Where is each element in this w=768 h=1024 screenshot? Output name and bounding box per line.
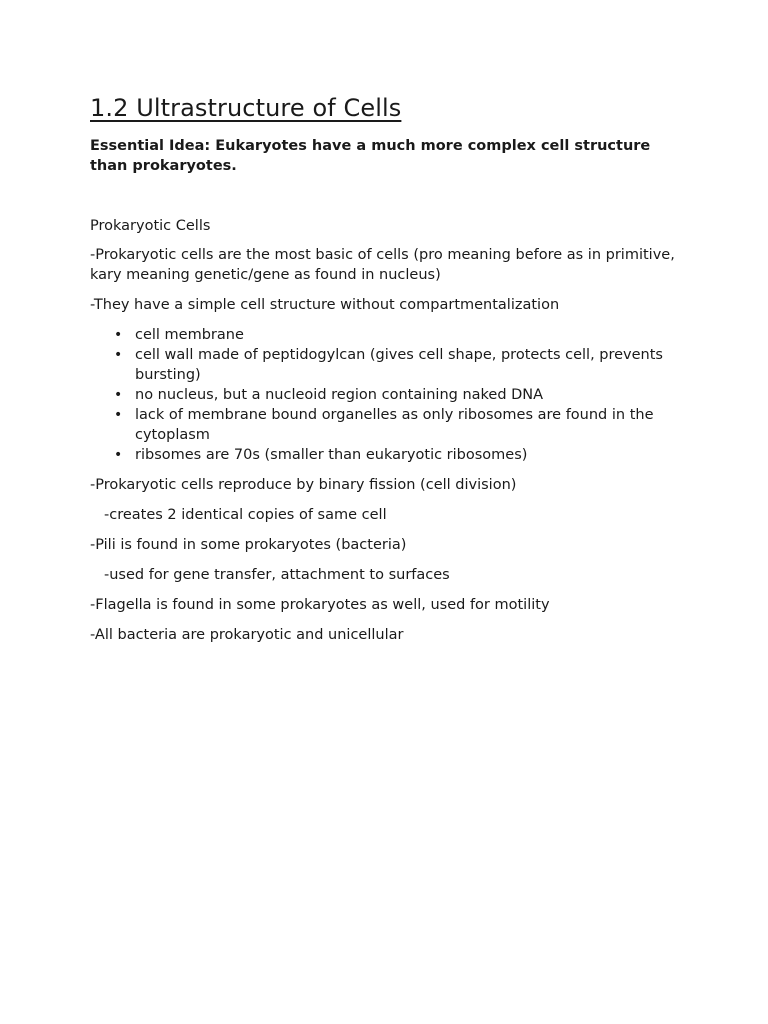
bullet-text: lack of membrane bound organelles as only ribosomes are found in the cytoplasm: [135, 407, 654, 443]
paragraph: -They have a simple cell structure without compartmentalization: [90, 297, 560, 313]
bullet-icon: •: [114, 387, 123, 403]
bullet-item: [90, 405, 690, 445]
essential-idea: Essential Idea: Eukaryotes have a much more complex cell structure than prokaryotes.: [90, 138, 651, 174]
bullet-text: no nucleus, but a nucleoid region containing naked DNA: [135, 387, 544, 403]
bullet-icon: •: [114, 407, 123, 423]
bullet-text: ribsomes are 70s (smaller than eukaryotic ribosomes): [135, 447, 528, 463]
sub-paragraph: -used for gene transfer, attachment to surfaces: [104, 567, 450, 583]
paragraph: -Prokaryotic cells are the most basic of cells (pro meaning before as in primitive, kary meaning genetic/gene as found in nucleus): [90, 247, 675, 283]
sub-paragraph: -creates 2 identical copies of same cell: [104, 507, 387, 523]
paragraph: -Pili is found in some prokaryotes (bacteria): [90, 537, 407, 553]
section-heading: Prokaryotic Cells: [90, 218, 211, 234]
bullet-text: cell membrane: [135, 327, 244, 343]
document-title: 1.2 Ultrastructure of Cells: [90, 94, 402, 122]
bullet-item: [90, 325, 690, 345]
bullet-item: [90, 385, 690, 405]
document-page: [90, 92, 690, 655]
paragraph: -Prokaryotic cells reproduce by binary fission (cell division): [90, 477, 517, 493]
bullet-icon: •: [114, 347, 123, 363]
bullet-icon: •: [114, 327, 123, 343]
bullet-item: [90, 345, 690, 385]
paragraph: -All bacteria are prokaryotic and unicellular: [90, 627, 404, 643]
bullet-item: [90, 445, 690, 465]
paragraph: -Flagella is found in some prokaryotes as well, used for motility: [90, 597, 550, 613]
bullet-list: [90, 325, 690, 465]
bullet-icon: •: [114, 447, 123, 463]
bullet-text: cell wall made of peptidogylcan (gives cell shape, protects cell, prevents bursting): [135, 347, 663, 383]
